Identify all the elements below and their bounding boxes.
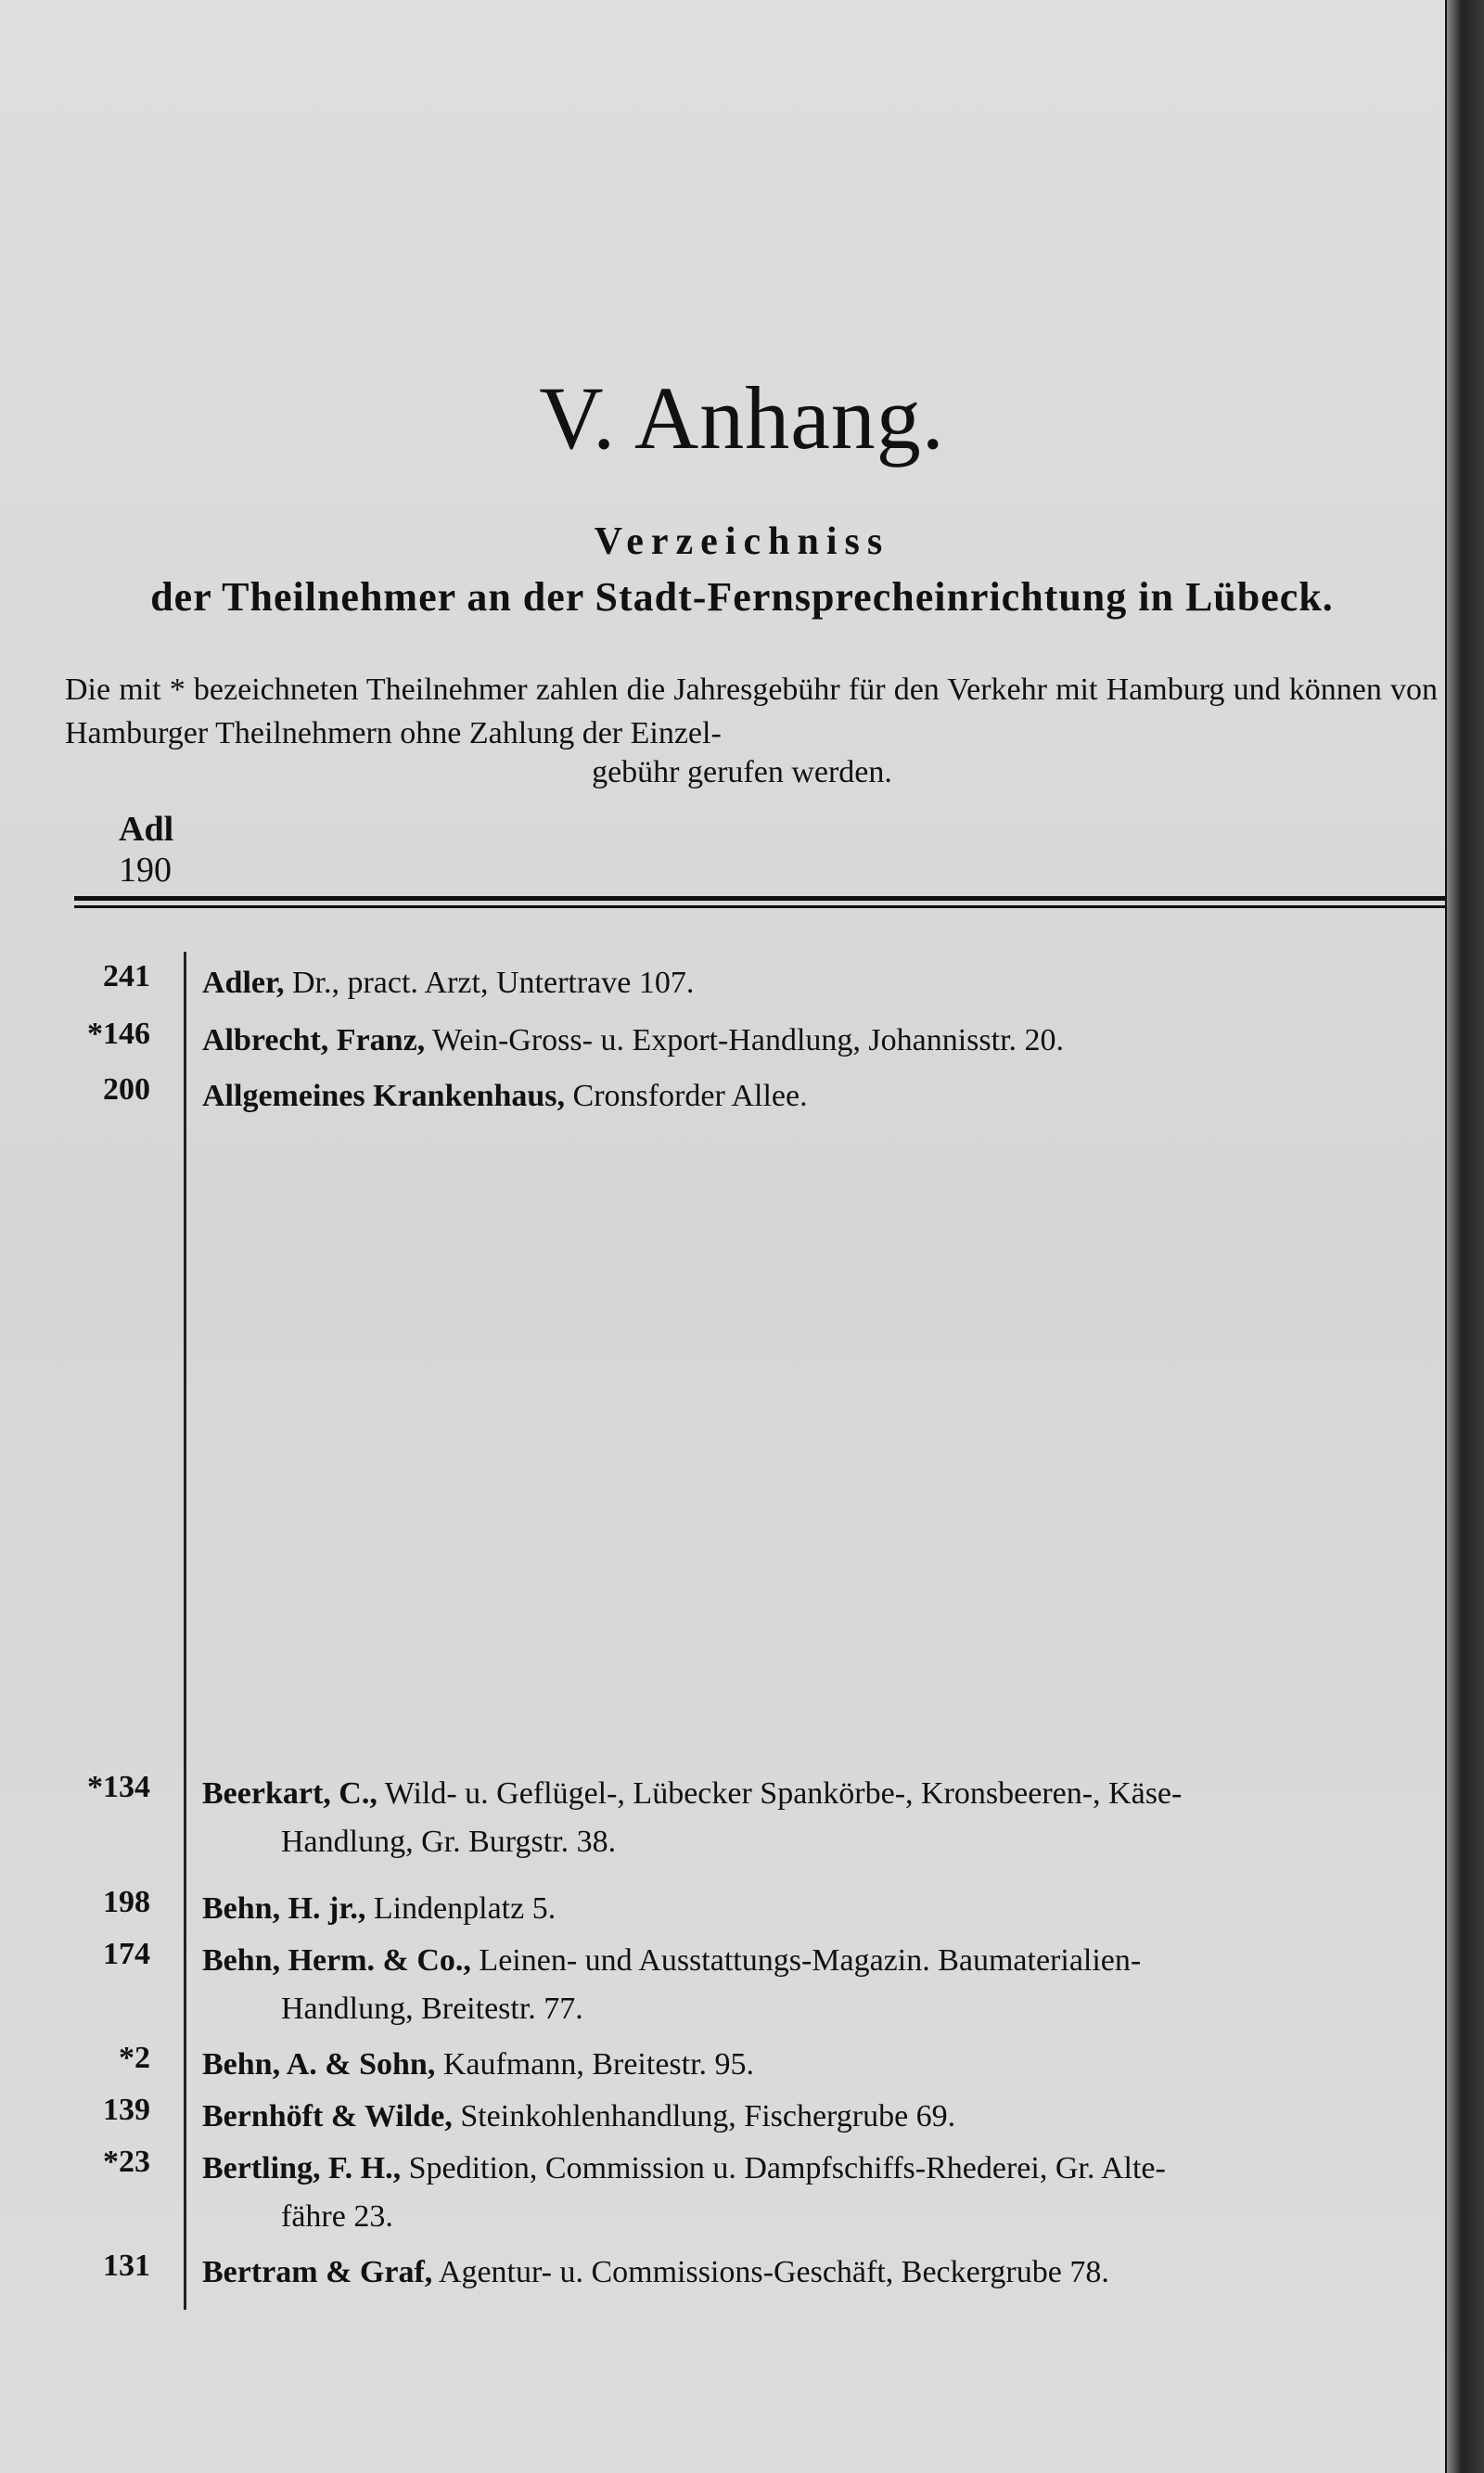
running-header-number: 190 [119, 851, 172, 890]
entry-number: 174 [103, 1937, 150, 1971]
entry-name: Behn, Herm. & Co., [202, 1943, 471, 1978]
page-title: V. Anhang. [539, 368, 945, 468]
entry-name: Bertling, F. H., [202, 2151, 402, 2185]
entry-number: 198 [103, 1885, 150, 1919]
entry-continuation: fähre 23. [281, 2199, 393, 2234]
entry-text: Steinkohlenhandlung, Fischergrube 69. [452, 2099, 956, 2133]
entry-text: Kaufmann, Breitestr. 95. [435, 2047, 755, 2082]
column-divider [184, 952, 186, 2310]
entry-text: Wild- u. Geflügel-, Lübecker Spankörbe-, Kronsbeeren-, Käse- [377, 1776, 1183, 1811]
running-header-abbrev: Adl [119, 810, 174, 849]
entry-number: 241 [103, 959, 150, 993]
entry-name: Adler, [202, 966, 285, 1000]
explanatory-note-last-line: gebühr gerufen werden. [592, 755, 892, 789]
entry-number: *146 [87, 1017, 150, 1051]
entry-name: Bernhöft & Wilde, [202, 2099, 453, 2133]
entry-number: *134 [87, 1770, 150, 1804]
double-rule-bottom [74, 905, 1445, 908]
entry-text: Dr., pract. Arzt, Untertrave 107. [284, 966, 695, 1000]
binding-edge-shadow [1447, 0, 1484, 2473]
entry-number: 200 [103, 1072, 150, 1107]
entry-name: Beerkart, C., [202, 1776, 377, 1811]
double-rule-top [74, 896, 1445, 901]
entry-number: 139 [103, 2093, 150, 2127]
entry-text: Spedition, Commission u. Dampfschiffs-Rhederei, Gr. Alte- [401, 2151, 1166, 2185]
entry-text: Agentur- u. Commissions-Geschäft, Beckergrube 78. [432, 2255, 1109, 2289]
entry-continuation: Handlung, Gr. Burgstr. 38. [281, 1825, 617, 1859]
explanatory-note: Die mit * bezeichneten Theilnehmer zahlen die Jahresgebühr für den Verkehr mit Hamburg und können von Hamburger Theilnehmern ohne Zahlung der Einzel- [65, 673, 1438, 750]
entry-number: 131 [103, 2249, 150, 2283]
entry-number: *2 [119, 2041, 150, 2075]
subtitle: Verzeichniss [594, 520, 890, 563]
entry-number: *23 [103, 2145, 150, 2179]
entry-name: Bertram & Graf, [202, 2255, 433, 2289]
entry-text: Cronsforder Allee. [565, 1079, 808, 1113]
entry-name: Behn, A. & Sohn, [202, 2047, 436, 2082]
entry-text: Leinen- und Ausstattungs-Magazin. Baumaterialien- [470, 1943, 1142, 1978]
entry-name: Albrecht, Franz, [202, 1023, 426, 1057]
entry-continuation: Handlung, Breitestr. 77. [281, 1992, 583, 2026]
entry-text: Wein-Gross- u. Export-Handlung, Johannisstr. 20. [425, 1023, 1065, 1057]
subtitle-second-line: der Theilnehmer an der Stadt-Fernsprecheinrichtung in Lübeck. [150, 574, 1334, 620]
entry-name: Behn, H. jr., [202, 1891, 366, 1926]
entry-text: Lindenplatz 5. [365, 1891, 556, 1926]
entry-name: Allgemeines Krankenhaus, [202, 1079, 566, 1113]
